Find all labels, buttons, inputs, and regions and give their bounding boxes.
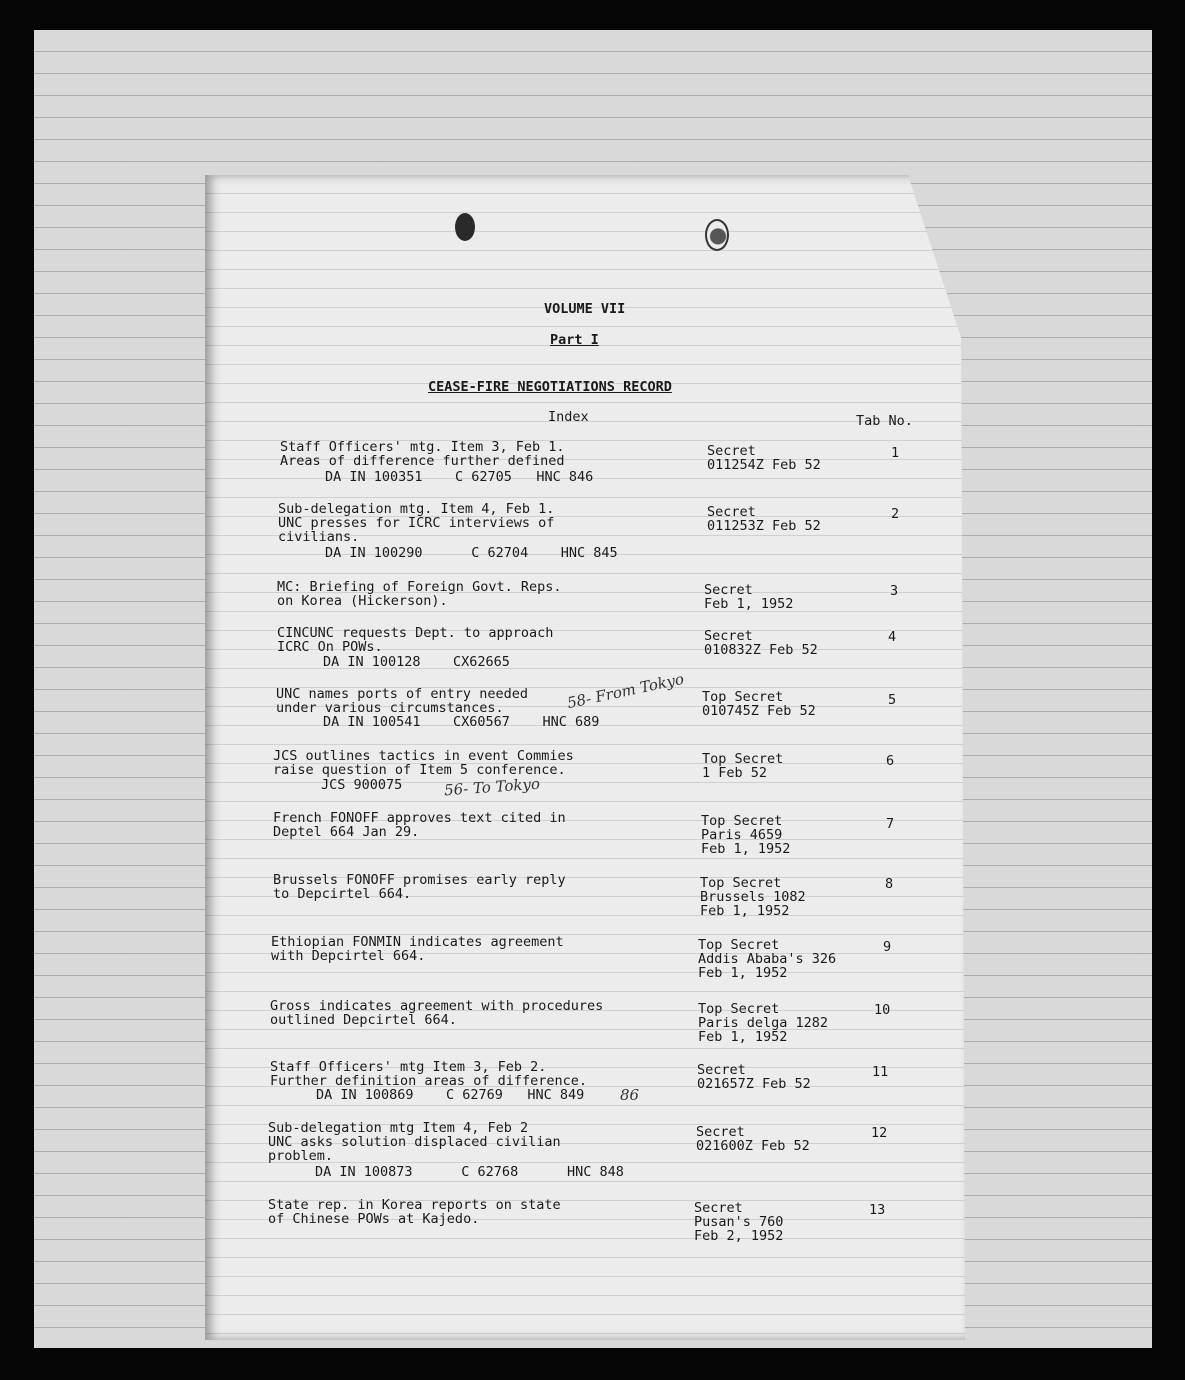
entry-tab-number: 9 bbox=[883, 939, 892, 955]
entry-description: Ethiopian FONMIN indicates agreement with Depcirtel 664. bbox=[271, 934, 564, 964]
entry-description: Sub-delegation mtg Item 4, Feb 2 UNC asks solution displaced civilian problem. bbox=[268, 1120, 561, 1164]
entry-tab-number: 10 bbox=[874, 1002, 891, 1018]
entry-description: State rep. in Korea reports on state of Chinese POWs at Kajedo. bbox=[268, 1197, 561, 1227]
entry-reference: JCS 900075 bbox=[321, 777, 403, 793]
entry-reference: DA IN 100869 C 62769 HNC 849 bbox=[316, 1087, 585, 1103]
entry-description: CINCUNC requests Dept. to approach ICRC On POWs. bbox=[277, 625, 554, 655]
handwritten-note: 58- From Tokyo bbox=[565, 669, 686, 713]
entry-description: Brussels FONOFF promises early reply to Depcirtel 664. bbox=[273, 872, 566, 902]
entry-classification: Secret Feb 1, 1952 bbox=[704, 582, 794, 612]
entry-reference: DA IN 100290 C 62704 HNC 845 bbox=[325, 545, 618, 561]
punch-hole-left bbox=[455, 213, 475, 241]
entry-tab-number: 11 bbox=[872, 1064, 889, 1080]
entry-tab-number: 6 bbox=[886, 753, 895, 769]
entry-tab-number: 8 bbox=[885, 876, 894, 892]
entry-reference: DA IN 100128 CX62665 bbox=[323, 654, 510, 670]
entry-classification: Secret 021600Z Feb 52 bbox=[696, 1124, 810, 1154]
handwritten-note: 86 bbox=[620, 1086, 640, 1104]
entry-tab-number: 2 bbox=[891, 506, 900, 522]
entry-tab-number: 5 bbox=[888, 692, 897, 708]
entry-reference: DA IN 100873 C 62768 HNC 848 bbox=[315, 1164, 624, 1180]
entry-classification: Secret 011254Z Feb 52 bbox=[707, 443, 821, 473]
entry-classification: Top Secret Paris 4659 Feb 1, 1952 bbox=[701, 813, 791, 857]
part-heading: Part I bbox=[550, 332, 599, 348]
punch-hole-right bbox=[705, 219, 729, 251]
entry-classification: Secret 011253Z Feb 52 bbox=[707, 504, 821, 534]
entry-classification: Top Secret Paris delga 1282 Feb 1, 1952 bbox=[698, 1001, 829, 1045]
entry-description: UNC names ports of entry needed under various circumstances. bbox=[276, 686, 528, 716]
entry-classification: Secret 021657Z Feb 52 bbox=[697, 1062, 811, 1092]
entry-classification: Top Secret Brussels 1082 Feb 1, 1952 bbox=[700, 875, 806, 919]
handwritten-note: 56- To Tokyo bbox=[443, 774, 541, 800]
entry-classification: Secret 010832Z Feb 52 bbox=[704, 628, 818, 658]
index-label: Index bbox=[548, 409, 589, 425]
document-title: CEASE-FIRE NEGOTIATIONS RECORD bbox=[428, 379, 672, 395]
entry-tab-number: 1 bbox=[891, 445, 900, 461]
entry-tab-number: 7 bbox=[886, 816, 895, 832]
volume-heading: VOLUME VII bbox=[544, 301, 626, 317]
entry-description: Staff Officers' mtg Item 3, Feb 2. Further definition areas of difference. bbox=[270, 1059, 587, 1089]
entry-reference: DA IN 100541 CX60567 HNC 689 bbox=[323, 714, 600, 730]
entry-tab-number: 4 bbox=[888, 629, 897, 645]
entry-classification: Secret Pusan's 760 Feb 2, 1952 bbox=[694, 1200, 784, 1244]
tab-number-label: Tab No. bbox=[856, 413, 913, 429]
entry-description: MC: Briefing of Foreign Govt. Reps. on Korea (Hickerson). bbox=[277, 579, 562, 609]
entry-tab-number: 13 bbox=[869, 1202, 886, 1218]
entry-description: Gross indicates agreement with procedures outlined Depcirtel 664. bbox=[270, 998, 604, 1028]
entry-tab-number: 12 bbox=[871, 1125, 888, 1141]
entry-description: Sub-delegation mtg. Item 4, Feb 1. UNC presses for ICRC interviews of civilians. bbox=[278, 501, 555, 545]
entry-classification: Top Secret 010745Z Feb 52 bbox=[702, 689, 816, 719]
entry-tab-number: 3 bbox=[890, 583, 899, 599]
entry-description: JCS outlines tactics in event Commies raise question of Item 5 conference. bbox=[273, 748, 574, 778]
entry-classification: Top Secret 1 Feb 52 bbox=[702, 751, 784, 781]
entry-description: French FONOFF approves text cited in Deptel 664 Jan 29. bbox=[273, 810, 566, 840]
entry-description: Staff Officers' mtg. Item 3, Feb 1. Areas of difference further defined bbox=[280, 439, 565, 469]
entry-classification: Top Secret Addis Ababa's 326 Feb 1, 1952 bbox=[698, 937, 837, 981]
entry-reference: DA IN 100351 C 62705 HNC 846 bbox=[325, 469, 594, 485]
